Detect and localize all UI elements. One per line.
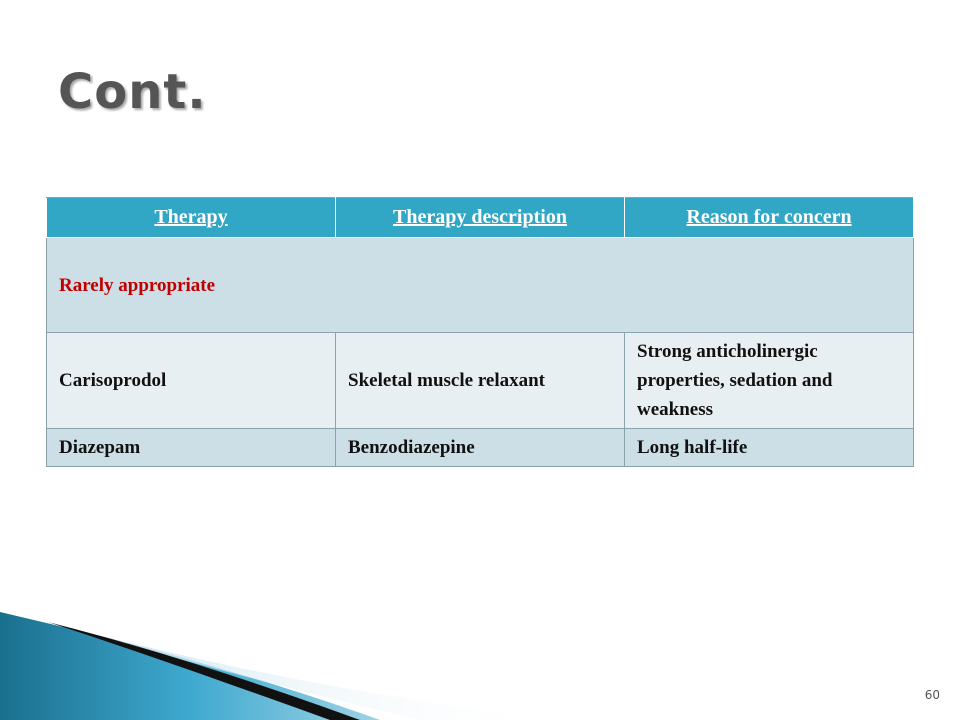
header-therapy-description: Therapy description bbox=[336, 198, 625, 238]
corner-swoosh-decoration bbox=[0, 600, 560, 720]
cell-description: Skeletal muscle relaxant bbox=[336, 333, 625, 429]
slide-title: Cont. bbox=[58, 64, 207, 120]
table-row bbox=[47, 333, 914, 429]
cell-reason: Long half-life bbox=[625, 429, 914, 467]
cell-therapy: Diazepam bbox=[47, 429, 336, 467]
header-reason-for-concern: Reason for concern bbox=[625, 198, 914, 238]
cell-reason: Strong anticholinergic properties, sedation and weakness bbox=[625, 333, 914, 429]
table-row bbox=[47, 429, 914, 467]
table-header-row bbox=[47, 198, 914, 238]
therapy-table bbox=[46, 197, 914, 467]
cell-therapy: Carisoprodol bbox=[47, 333, 336, 429]
cell-description: Benzodiazepine bbox=[336, 429, 625, 467]
category-label: Rarely appropriate bbox=[47, 238, 914, 333]
category-row bbox=[47, 238, 914, 333]
page-number: 60 bbox=[924, 688, 940, 702]
header-therapy: Therapy bbox=[47, 198, 336, 238]
